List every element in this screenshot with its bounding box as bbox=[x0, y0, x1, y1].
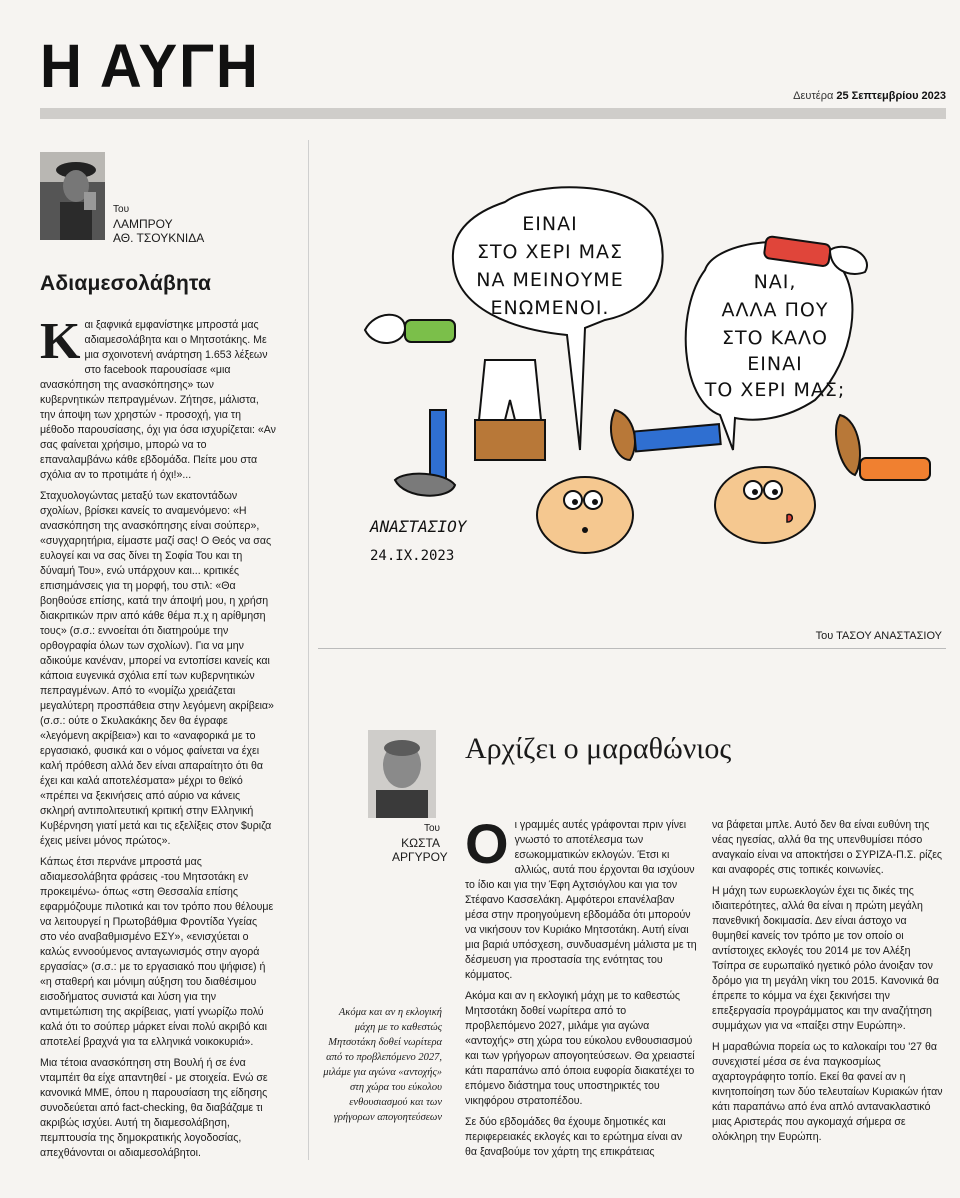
article-headline-right: Αρχίζει ο μαραθώνιος bbox=[465, 732, 732, 765]
bubble1-line2: ΣΤΟ ΧΕΡΙ ΜΑΣ bbox=[476, 241, 624, 263]
signature-date: 24.IX.2023 bbox=[370, 548, 455, 564]
paragraph-1 bbox=[40, 313, 276, 483]
paragraph-3: Κάπως έτσι περνάνε μπροστά μας αδιαμεσολάβητα φράσεις -του Μητσοτάκη εν προκειμένω- όπως «στη Θεσσαλία επίσης εφαρμόζουμε πιλοτικά και τον τρόπο που θέλουμε να λειτουργεί η Πρωτοβάθμια Φροντίδα Υγείας στο νέο αναβαθμισμένο ΕΣΥ», «ενισχύεται ο καλώς εννοούμενος ανταγωνισμός στην αγορά εργασίας» (σ.σ.: με το εργασιακό που ψήφισε) ή «η σταθερή και μόνιμη αύξηση του διαθέσιμου εισοδήματος συνιστά και λύση για την αντιμετώπιση της ακρίβειας, γιατί γνωρίζω πολύ καλά ότι το σούπερ μάρκετ είναι πολύ ακριβό και αποτελεί βραχνά για τα ελληνικά νοικοκυριά». bbox=[40, 856, 274, 1048]
cartoon-drawing bbox=[335, 160, 935, 590]
floating-leg-blue-right bbox=[611, 410, 721, 460]
right-paragraph-4: να βάφεται μπλε. Αυτό δεν θα είναι ευθύνη της νέας ηγεσίας, αλλά θα της υπενθυμίσει πόσο αναγκαίο είναι να αποκτήσει ο ΣΥΡΙΖΑ-Π.Σ. ρίζες και αναφορές στις τοπικές κοινωνίες. bbox=[712, 819, 943, 876]
bubble2-line1: ΝΑΙ, bbox=[753, 271, 797, 293]
byline-prefix: Του bbox=[113, 204, 130, 215]
byline-right bbox=[392, 822, 448, 864]
article-body-right-col2 bbox=[712, 818, 944, 1151]
bubble2-line2: ΑΛΛΑ ΠΟΥ bbox=[721, 299, 829, 321]
author-portrait-image-2 bbox=[368, 730, 436, 818]
credit-name: ΤΑΣΟΥ ΑΝΑΣΤΑΣΙΟΥ bbox=[836, 630, 942, 642]
credit-prefix: Του bbox=[815, 630, 834, 642]
bubble1-line3: ΝΑ ΜΕΙΝΟΥΜΕ bbox=[476, 269, 624, 291]
masthead-title: Η ΑΥΓΗ bbox=[40, 32, 260, 101]
issue-date bbox=[793, 90, 946, 102]
right-paragraph-3: Σε δύο εβδομάδες θα έχουμε δημοτικές και περιφερειακές εκλογές και το ερώτημα είναι αν θα ξαναβούμε τον χάρτη της επικράτειας bbox=[465, 1116, 683, 1158]
byline-prefix-right: Του bbox=[423, 823, 440, 834]
right-paragraph-5: Η μάχη των ευρωεκλογών έχει τις δικές της ιδιαιτερότητες, αλλά θα είναι η πρώτη μεγάλη πανεθνική δοκιμασία. Δεν είναι άστοχο να θυμηθεί κανείς τον τρόπο με τον οποίο οι αντίστοιχες εκλογές του 2014 με τον Αλέξη Τσίπρα σε ευρωπαϊκό ηγετικό ρόλο άνοιξαν τον δρόμο για τη μεγάλη νίκη του 2015. Κανονικά θα έπρεπε το κόμμα να έχει ξεκινήσει την επεξεργασία προγράμματος και την αναζήτηση συμμάχων για να «παίξει στην Ευρώπη». bbox=[712, 885, 939, 1032]
section-divider bbox=[318, 648, 946, 649]
author-photo-tsouknida bbox=[40, 152, 105, 240]
political-cartoon bbox=[335, 160, 935, 590]
right-paragraph-1-text: ι γραμμές αυτές γράφονται πριν γίνει γνωστό το αποτέλεσμα των εσωκομματικών εκλογών. Έτσι κι αλλιώς, αυτά που έρχονται θα ισχύουν το ίδιο και για την Έφη Αχτσιόγλου και για τον Στέφανο Κασσελάκη. Αμφότεροι επανέλαβαν μέσα στην προηγούμενη εβδομάδα ότι μπορούν να νικήσουν τον Κυριάκο Μητσοτάκη. Αυτή είναι μια βαριά υπόσχεση, συνδυασμένη μάλιστα με τη δέσμευση για προστασία της ενότητας του κόμματος. bbox=[465, 819, 697, 981]
column-divider bbox=[308, 140, 309, 1160]
article-body-right-col1 bbox=[465, 812, 697, 1166]
floating-hand-green bbox=[365, 315, 455, 343]
head-left bbox=[537, 477, 633, 553]
byline-left bbox=[113, 203, 204, 245]
legless-trousers bbox=[475, 360, 545, 460]
bubble2-line3: ΣΤΟ ΚΑΛΟ bbox=[721, 327, 829, 349]
drop-cap: Κ bbox=[40, 313, 81, 370]
paragraph-4: Μια τέτοια ανασκόπηση στη Βουλή ή σε ένα νταμπέιτ θα είχε απαντηθεί - με στοιχεία. Ενώ σε κανονικά ΜΜΕ, όπου η παρουσίαση της είδησης συνοδεύεται από fact-checking, θα διαβάζαμε τι ακριβώς ισχύει. Αυτή τη διαμεσολάβηση, πεμπτουσία της δημοκρατικής λογοδοσίας, απεχθάνονται οι αδιαμεσολάβητοι. bbox=[40, 1057, 268, 1159]
author-name-line1: ΛΑΜΠΡΟΥ bbox=[113, 217, 173, 231]
author-photo-argyrou bbox=[368, 730, 436, 818]
author-name-line2: ΑΘ. ΤΣΟΥΚΝΙΔΑ bbox=[113, 231, 205, 245]
cartoonist-signature bbox=[369, 517, 468, 564]
bubble1-line4: ΕΝΩΜΕΝΟΙ. bbox=[490, 297, 610, 319]
issue-day: Δευτέρα bbox=[793, 90, 834, 102]
floating-leg-blue-left bbox=[395, 410, 455, 496]
right-paragraph-6: Η μαραθώνια πορεία ως το καλοκαίρι του '27 θα συνεχιστεί μέσα σε ένα παγκοσμίως αχαρτογράφητο τοπίο. Εκεί θα φανεί αν η κινητοποίηση των δύο τελευταίων Κυριακών ήταν κάτι παραπάνω από ένα απλό αντανακλαστικό μιας Αριστεράς που αγκομαχά σήμερα σε ολόκληρη την Ευρώπη. bbox=[712, 1041, 943, 1143]
head-right bbox=[715, 467, 815, 543]
right-paragraph-1 bbox=[465, 812, 697, 983]
author-portrait-image bbox=[40, 152, 105, 240]
cartoon-credit bbox=[816, 630, 942, 642]
paragraph-2: Σταχυολογώντας μεταξύ των εκατοντάδων σχολίων, βρίσκει κανείς το αναμενόμενο: «Η ανασκόπηση της ανασκόπησης είναι σούπερ», «συγχαρητήρια, είμαστε μαζί σας! Ο Θεός να σας ευλογεί και να σας δίνει τη Σοφία Του και τη δύναμή Του», ενώ υπάρχουν και... κριτικές επισημάνσεις για τη μορφή, του στιλ: «Θα βοηθούσε επίσης, κατά την άποψή μου, η χρήση διακριτικών πριν από κάθε θέμα π.χ η αρίθμηση τους» (σ.σ.: εννοείται ότι διατηρούμε την ορθογραφία όλων των σχολίων). Για να μην αδικούμε κανέναν, μπορεί να εντοπίσει κανείς και κάποια ευγενικά σχόλια επί των κυβερνητικών πεπραγμένων. Από το «νομίζω χρειάζεται μεγαλύτερη προσπάθεια στην λεγόμενη ακρίβεια» (σ.σ.: ούτε ο Σκυλακάκης δεν θα έγραφε «λεγόμενη ακρίβεια») και το «αναφορικά με το εργασιακό, φυσικά και ο νόμος φαίνεται να έχει καλή πρόθεση αλλά δεν είναι απαραίτητο ότι θα έχει και καλά αποτελέσματα» μέχρι το θεϊκό «πρέπει να ξεκινήσεις από αύριο να κάνεις σκληρή αντιπολιτευτική κριτική στην Ελληνική Κυβέρνηση γιατί μετά και τις εξελίξεις στον $υριζα έχεις μείνει μόνος πρώτος». bbox=[40, 490, 274, 847]
article-headline-left: Αδιαμεσολάβητα bbox=[40, 272, 212, 295]
floating-leg-orange bbox=[836, 415, 930, 480]
pull-quote: Ακόμα και αν η εκλογική μάχη με το καθεστώς Μητσοτάκη δοθεί νωρίτερα από το προβλεπόμενο 2027, μιλάμε για αγώνα «αντοχής» στη χώρα του εύκολου ενθουσιασμού και των γρήγορων απογοητεύσεων bbox=[323, 1007, 442, 1123]
author-right-line2: ΑΡΓΥΡΟΥ bbox=[392, 850, 448, 864]
bubble2-line5: ΤΟ ΧΕΡΙ ΜΑΣ; bbox=[704, 379, 846, 401]
author-right-line1: ΚΩΣΤΑ bbox=[401, 836, 440, 850]
bubble2-line4: ΕΙΝΑΙ bbox=[747, 353, 803, 375]
article-body-left bbox=[40, 313, 276, 1167]
header-rule bbox=[40, 108, 946, 119]
issue-date-full: 25 Σεπτεμβρίου 2023 bbox=[836, 90, 946, 102]
drop-cap-right: Ο bbox=[465, 812, 509, 875]
paragraph-1-text: αι ξαφνικά εμφανίστηκε μπροστά μας αδιαμεσολάβητα και ο Μητσοτάκης. Με μια σχοινοτενή ανάρτηση 1.653 λέξεων στο facebook παρουσίασε «μια ανασκόπηση της ανασκόπησης» των κυβερνητικών πεπραγμένων. Ζήτησε, μάλιστα, την άποψη των χρηστών - προσοχή, για τη μέθοδο παρουσίασης, όχι για όσα ισχυρίζεται: «Αν σας φαίνεται χρήσιμο, μπορώ να το επαναλαμβάνω κάθε εβδομάδα. Πείτε μου στα σχόλια αν το προτιμάτε ή όχι!»... bbox=[40, 319, 276, 481]
right-paragraph-2: Ακόμα και αν η εκλογική μάχη με το καθεστώς Μητσοτάκη δοθεί νωρίτερα από το προβλεπόμενο 2027, μιλάμε για αγώνα «αντοχής» στη χώρα του εύκολου ενθουσιασμού και των γρήγορων απογοητεύσεων. Θα χρειαστεί κάτι παραπάνω από όποια ευφορία διακατέχει το επόμενο διάστημα τους υποστηρικτές του νικηφόρου στρατοπέδου. bbox=[465, 990, 695, 1107]
signature-name: ΑΝΑΣΤΑΣΙΟΥ bbox=[370, 517, 467, 536]
bubble1-line1: ΕΙΝΑΙ bbox=[522, 213, 578, 235]
